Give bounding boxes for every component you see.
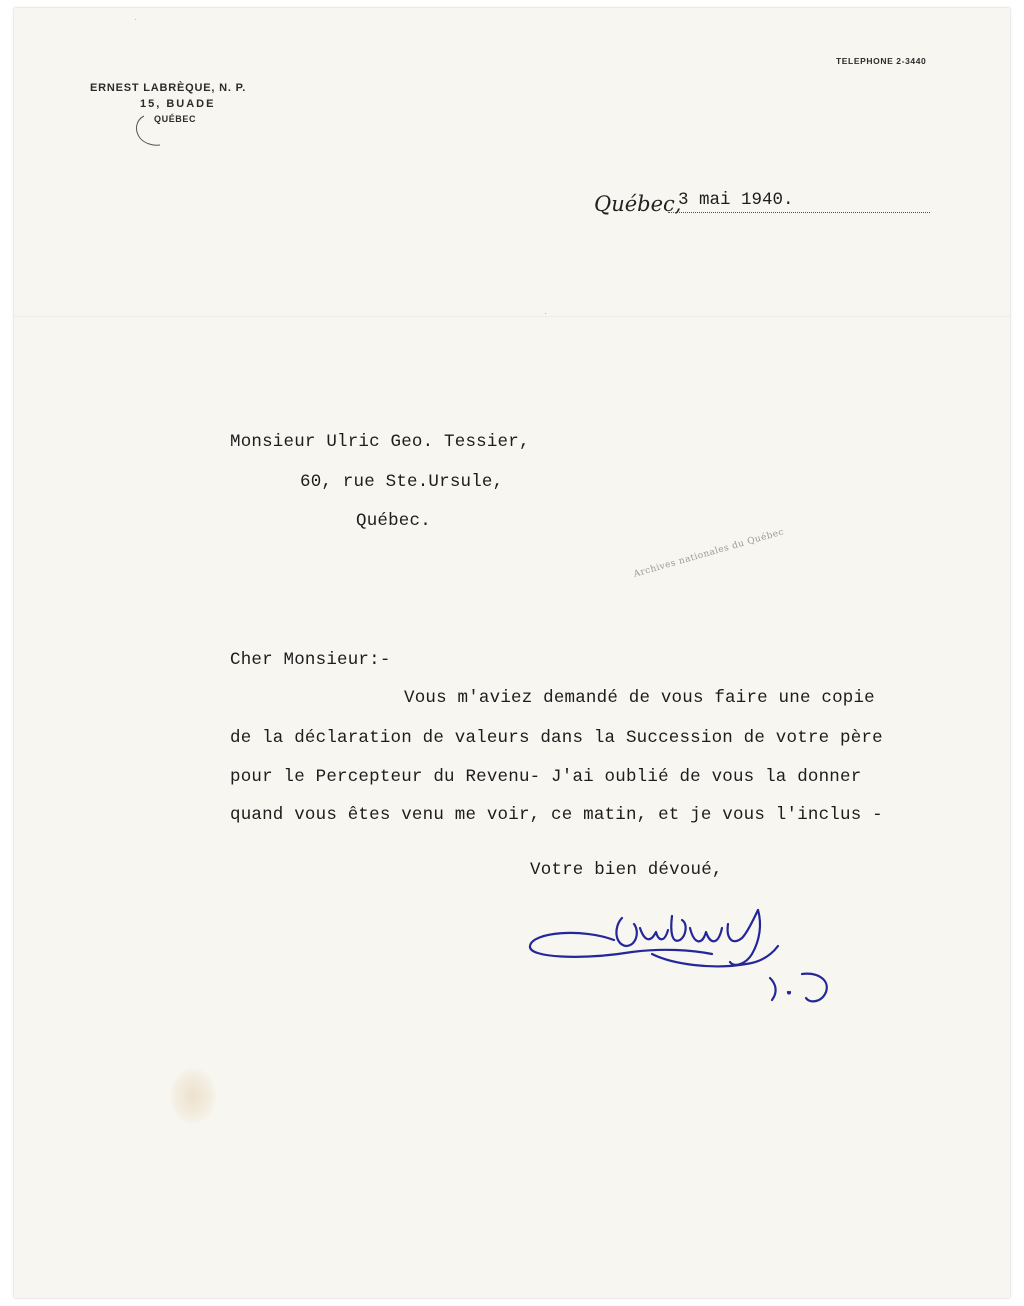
handwritten-signature: [522, 888, 862, 1028]
date-dotted-line: [668, 212, 930, 213]
body-line: pour le Percepteur du Revenu- J'ai oublié de vous la donner: [230, 767, 862, 787]
date-value: 3 mai 1940.: [678, 190, 794, 210]
date-place: Québec,: [594, 192, 682, 216]
paper-stain: [170, 1068, 216, 1124]
letterhead-city: QUÉBEC: [154, 114, 197, 124]
recipient-name: Monsieur Ulric Geo. Tessier,: [230, 432, 530, 452]
paper-speck: ·: [544, 308, 548, 319]
recipient-city: Québec.: [356, 511, 431, 531]
letterhead-flourish-icon: [130, 112, 170, 152]
paper-fold: [14, 316, 1010, 317]
closing: Votre bien dévoué,: [530, 860, 723, 880]
salutation: Cher Monsieur:-: [230, 650, 391, 670]
body-line: quand vous êtes venu me voir, ce matin, et je vous l'inclus -: [230, 805, 883, 825]
body-line: de la déclaration de valeurs dans la Succession de votre père: [230, 728, 883, 748]
letter-page: [14, 8, 1010, 1298]
body-line: Vous m'aviez demandé de vous faire une copie: [404, 688, 875, 708]
paper-speck: ·: [134, 14, 138, 25]
letterhead-telephone: TELEPHONE 2-3440: [836, 56, 927, 66]
letterhead-name: ERNEST LABRÈQUE, N. P.: [90, 82, 247, 94]
recipient-street: 60, rue Ste.Ursule,: [300, 472, 504, 492]
archive-stamp: Archives nationales du Québec: [632, 527, 786, 580]
letterhead-street: 15, BUADE: [140, 98, 216, 110]
